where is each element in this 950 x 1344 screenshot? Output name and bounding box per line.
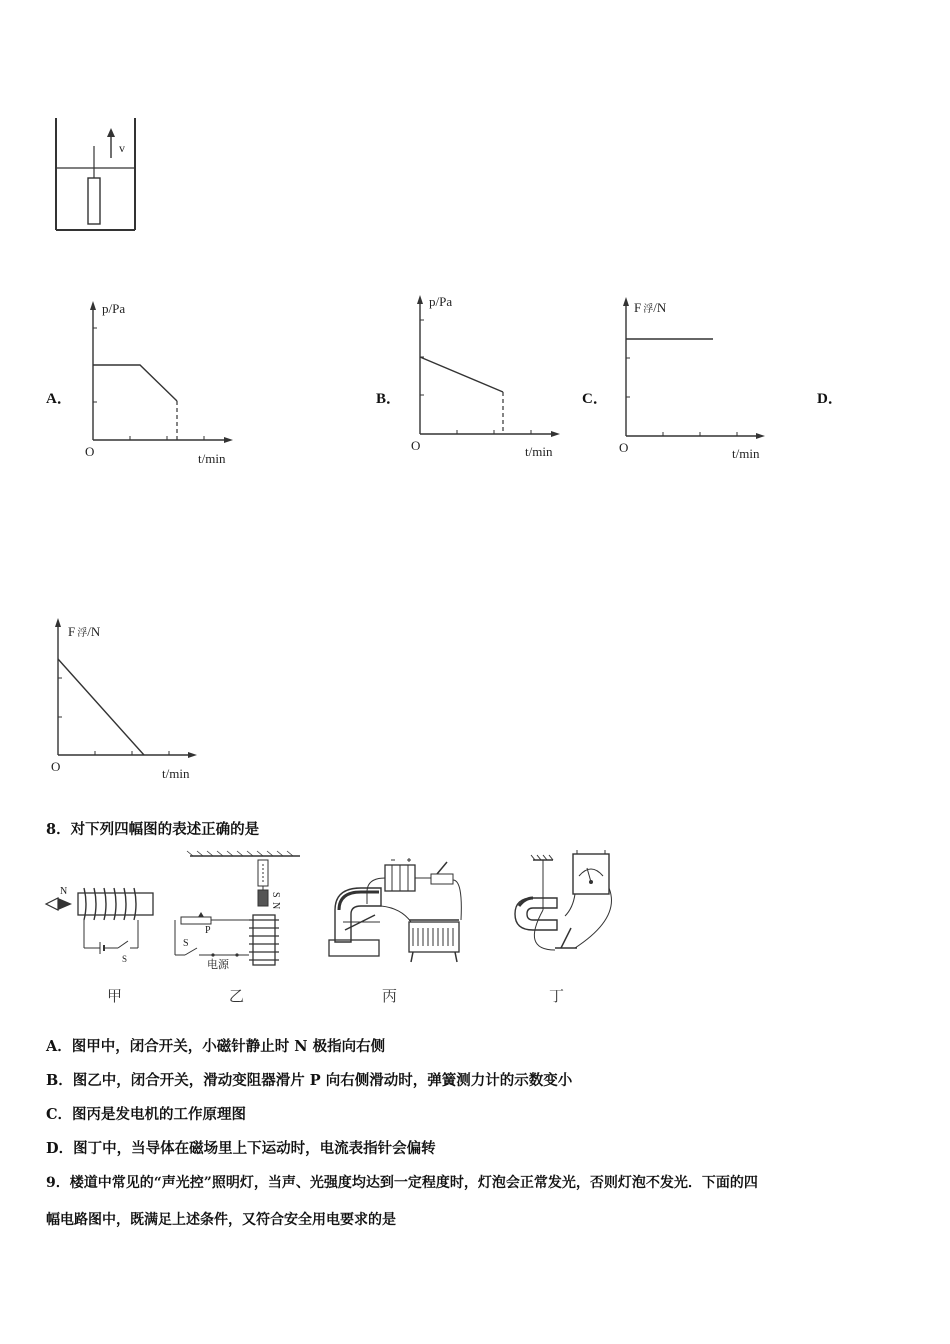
graph-d-line bbox=[58, 659, 144, 755]
caption-bing: 丙 bbox=[382, 987, 398, 1005]
option-c-label: C． bbox=[582, 391, 608, 407]
graph-d-origin: O bbox=[51, 759, 61, 774]
svg-text:电源: 电源 bbox=[207, 959, 229, 971]
figure-bing bbox=[325, 850, 470, 970]
figure-ding bbox=[505, 848, 620, 960]
caption-jia: 甲 bbox=[107, 987, 123, 1005]
graph-b-ylabel: p/Pa bbox=[429, 294, 453, 309]
graph-b bbox=[405, 288, 570, 463]
graph-a bbox=[80, 293, 240, 468]
q8-option-b: B．图乙中，闭合开关，滑动变阻器滑片 P 向右侧滑动时，弹簧测力计的示数变小 bbox=[46, 1072, 573, 1089]
graph-c-ylabel: F 浮/N bbox=[634, 300, 667, 315]
svg-text:S: S bbox=[270, 892, 281, 898]
rheostat-icon bbox=[409, 922, 459, 952]
graph-b-xlabel: t/min bbox=[525, 444, 553, 459]
q9-line2: 幅电路图中，既满足上述条件，又符合安全用电要求的是 bbox=[46, 1212, 396, 1228]
option-d-label: D． bbox=[817, 391, 843, 407]
graph-a-line bbox=[93, 365, 177, 401]
svg-text:S: S bbox=[183, 938, 189, 949]
caption-ding: 丁 bbox=[549, 987, 565, 1005]
graph-c-xlabel: t/min bbox=[732, 446, 760, 461]
q8-option-c: C．图丙是发电机的工作原理图 bbox=[46, 1106, 247, 1123]
graph-a-origin: O bbox=[85, 444, 95, 459]
q8-option-d: D．图丁中，当导体在磁场里上下运动时，电流表指针会偏转 bbox=[46, 1140, 436, 1157]
graph-d-xlabel: t/min bbox=[162, 766, 190, 781]
q8-stem: 8．对下列四幅图的表述正确的是 bbox=[46, 821, 260, 838]
svg-text:P: P bbox=[205, 925, 211, 936]
q9-line1: 9．楼道中常见的“声光控”照明灯，当声、光强度均达到一定程度时，灯泡会正常发光，否则灯泡不发光．下面的四 bbox=[46, 1175, 758, 1191]
figure-jia bbox=[42, 880, 162, 965]
graph-c-origin: O bbox=[619, 440, 629, 455]
graph-d bbox=[44, 612, 209, 787]
option-b-label: B． bbox=[376, 391, 402, 407]
svg-text:N: N bbox=[270, 902, 281, 910]
graph-b-origin: O bbox=[411, 438, 421, 453]
svg-text:S: S bbox=[122, 954, 128, 964]
container-figure bbox=[40, 110, 160, 240]
compass-needle-icon bbox=[46, 898, 58, 910]
velocity-label: v bbox=[119, 141, 125, 155]
caption-yi: 乙 bbox=[229, 987, 245, 1005]
figure-yi bbox=[165, 850, 310, 972]
ammeter-icon bbox=[573, 854, 609, 894]
graph-d-ylabel: F 浮/N bbox=[68, 624, 101, 639]
svg-text:N: N bbox=[60, 886, 68, 897]
q8-option-a: A．图甲中，闭合开关，小磁针静止时 N 极指向右侧 bbox=[46, 1038, 386, 1055]
graph-b-line bbox=[420, 357, 503, 392]
graph-a-ylabel: p/Pa bbox=[102, 301, 126, 316]
graph-c bbox=[612, 290, 782, 465]
option-a-label: A． bbox=[46, 391, 72, 407]
graph-a-xlabel: t/min bbox=[198, 451, 226, 466]
